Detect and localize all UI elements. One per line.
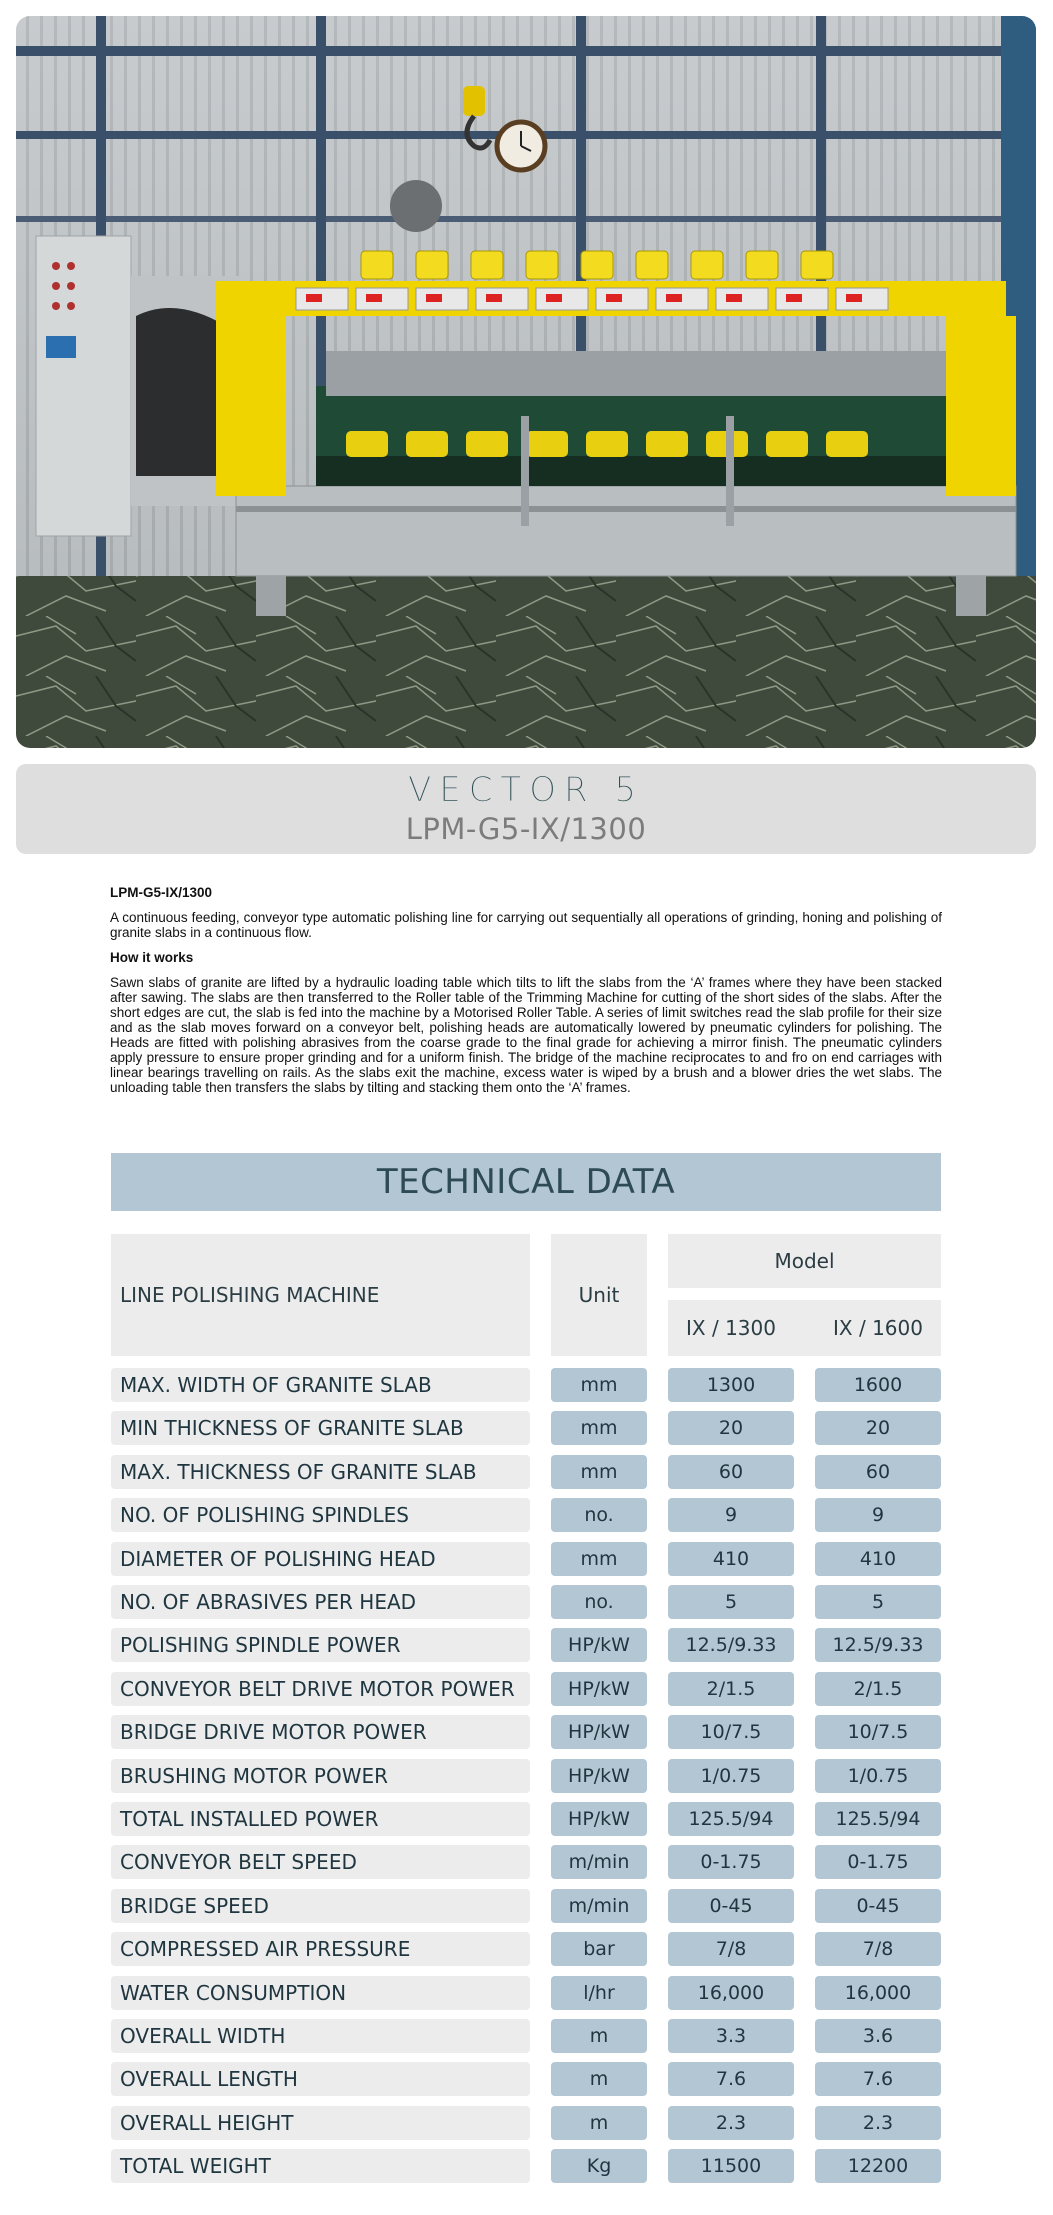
spec-label: MAX. THICKNESS OF GRANITE SLAB (111, 1455, 530, 1489)
spec-value-ix1300: 20 (668, 1411, 794, 1445)
spec-unit: m (551, 2106, 647, 2140)
spec-label: MIN THICKNESS OF GRANITE SLAB (111, 1411, 530, 1445)
spec-value-ix1300: 125.5/94 (668, 1802, 794, 1836)
spec-value-ix1600: 16,000 (815, 1976, 941, 2010)
spec-value-ix1600: 5 (815, 1585, 941, 1619)
polishing-line-illustration (16, 16, 1036, 748)
header-label: LINE POLISHING MACHINE (111, 1234, 530, 1356)
spec-value-ix1300: 9 (668, 1498, 794, 1532)
spec-value-ix1300: 2/1.5 (668, 1672, 794, 1706)
header-model-1: IX / 1300 (686, 1316, 776, 1340)
spec-value-ix1600: 20 (815, 1411, 941, 1445)
spec-unit: HP/kW (551, 1715, 647, 1749)
spec-unit: HP/kW (551, 1628, 647, 1662)
spec-unit: bar (551, 1932, 647, 1966)
spec-value-ix1300: 16,000 (668, 1976, 794, 2010)
spec-value-ix1600: 2/1.5 (815, 1672, 941, 1706)
spec-value-ix1300: 3.3 (668, 2019, 794, 2053)
spec-unit: mm (551, 1455, 647, 1489)
spec-label: DIAMETER OF POLISHING HEAD (111, 1542, 530, 1576)
spec-value-ix1300: 11500 (668, 2149, 794, 2183)
header-unit: Unit (551, 1234, 647, 1356)
header-model-variants (668, 1300, 941, 1356)
header-model: Model (668, 1234, 941, 1288)
spec-value-ix1300: 410 (668, 1542, 794, 1576)
spec-unit: HP/kW (551, 1759, 647, 1793)
spec-label: OVERALL HEIGHT (111, 2106, 530, 2140)
intro-section (110, 885, 942, 1105)
spec-unit: mm (551, 1542, 647, 1576)
spec-label: BRIDGE DRIVE MOTOR POWER (111, 1715, 530, 1749)
spec-label: BRUSHING MOTOR POWER (111, 1759, 530, 1793)
spec-unit: l/hr (551, 1976, 647, 2010)
spec-label: NO. OF ABRASIVES PER HEAD (111, 1585, 530, 1619)
spec-label: TOTAL WEIGHT (111, 2149, 530, 2183)
spec-value-ix1300: 5 (668, 1585, 794, 1619)
spec-unit: no. (551, 1585, 647, 1619)
spec-unit: Kg (551, 2149, 647, 2183)
spec-value-ix1600: 60 (815, 1455, 941, 1489)
spec-value-ix1600: 12200 (815, 2149, 941, 2183)
product-name: VECTOR 5 (407, 770, 645, 810)
title-panel (16, 764, 1036, 854)
spec-unit: m/min (551, 1889, 647, 1923)
machine-photo (16, 16, 1036, 748)
spec-value-ix1300: 7.6 (668, 2062, 794, 2096)
how-it-works-text: Sawn slabs of granite are lifted by a hydraulic loading table which tilts to lift the slabs from the ‘A’ frames where they have been stacked after sawing. The slabs are then transferred to the Roller table of the Trimming Machine for cutting of the short sides of the slabs. After the short edges are cut, the slab is fed into the machine by a Motorised Roller Table. A series of limit switches read the slab profile for their size and as the slab moves forward on a conveyor belt, polishing heads are automatically lowered by pneumatic cylinders for polishing. The Heads are fitted with polishing abrasives from the coarse grade to the final grade for achieving a mirror finish. The pneumatic cylinders apply pressure to ensure proper grinding and for a uniform finish. The bridge of the machine reciprocates to and fro on end carriages with linear bearings travelling on rails. As the slabs exit the machine, excess water is wiped by a brush and a blower dries the wet slabs. The unloading table then transfers the slabs by tilting and stacking them onto the ‘A’ frames. (110, 975, 942, 1095)
spec-label: OVERALL LENGTH (111, 2062, 530, 2096)
spec-unit: mm (551, 1368, 647, 1402)
spec-value-ix1300: 12.5/9.33 (668, 1628, 794, 1662)
spec-label: OVERALL WIDTH (111, 2019, 530, 2053)
spec-unit: HP/kW (551, 1672, 647, 1706)
spec-label: COMPRESSED AIR PRESSURE (111, 1932, 530, 1966)
spec-label: TOTAL INSTALLED POWER (111, 1802, 530, 1836)
spec-value-ix1300: 10/7.5 (668, 1715, 794, 1749)
spec-label: MAX. WIDTH OF GRANITE SLAB (111, 1368, 530, 1402)
spec-label: POLISHING SPINDLE POWER (111, 1628, 530, 1662)
spec-value-ix1300: 1300 (668, 1368, 794, 1402)
spec-label: CONVEYOR BELT SPEED (111, 1845, 530, 1879)
spec-unit: m (551, 2019, 647, 2053)
product-model: LPM-G5-IX/1300 (405, 812, 647, 846)
spec-unit: m (551, 2062, 647, 2096)
spec-label: CONVEYOR BELT DRIVE MOTOR POWER (111, 1672, 530, 1706)
spec-unit: m/min (551, 1845, 647, 1879)
spec-label: BRIDGE SPEED (111, 1889, 530, 1923)
spec-unit: mm (551, 1411, 647, 1445)
spec-value-ix1300: 1/0.75 (668, 1759, 794, 1793)
spec-value-ix1600: 0-45 (815, 1889, 941, 1923)
header-model-2: IX / 1600 (833, 1316, 923, 1340)
spec-value-ix1600: 7.6 (815, 2062, 941, 2096)
spec-value-ix1300: 7/8 (668, 1932, 794, 1966)
spec-value-ix1300: 2.3 (668, 2106, 794, 2140)
technical-data-title: TECHNICAL DATA (111, 1153, 941, 1211)
spec-value-ix1600: 3.6 (815, 2019, 941, 2053)
intro-heading: LPM-G5-IX/1300 (110, 885, 213, 900)
spec-value-ix1600: 1/0.75 (815, 1759, 941, 1793)
spec-value-ix1600: 1600 (815, 1368, 941, 1402)
spec-value-ix1600: 0-1.75 (815, 1845, 941, 1879)
intro-summary: A continuous feeding, conveyor type automatic polishing line for carrying out sequentially all operations of grinding, honing and polishing of granite slabs in a continuous flow. (110, 910, 942, 940)
spec-value-ix1600: 9 (815, 1498, 941, 1532)
spec-value-ix1300: 60 (668, 1455, 794, 1489)
how-it-works-heading: How it works (110, 950, 194, 965)
spec-value-ix1600: 410 (815, 1542, 941, 1576)
spec-value-ix1300: 0-45 (668, 1889, 794, 1923)
spec-label: NO. OF POLISHING SPINDLES (111, 1498, 530, 1532)
spec-unit: no. (551, 1498, 647, 1532)
spec-value-ix1300: 0-1.75 (668, 1845, 794, 1879)
spec-value-ix1600: 10/7.5 (815, 1715, 941, 1749)
spec-value-ix1600: 12.5/9.33 (815, 1628, 941, 1662)
spec-value-ix1600: 7/8 (815, 1932, 941, 1966)
spec-value-ix1600: 125.5/94 (815, 1802, 941, 1836)
spec-label: WATER CONSUMPTION (111, 1976, 530, 2010)
spec-unit: HP/kW (551, 1802, 647, 1836)
spec-value-ix1600: 2.3 (815, 2106, 941, 2140)
